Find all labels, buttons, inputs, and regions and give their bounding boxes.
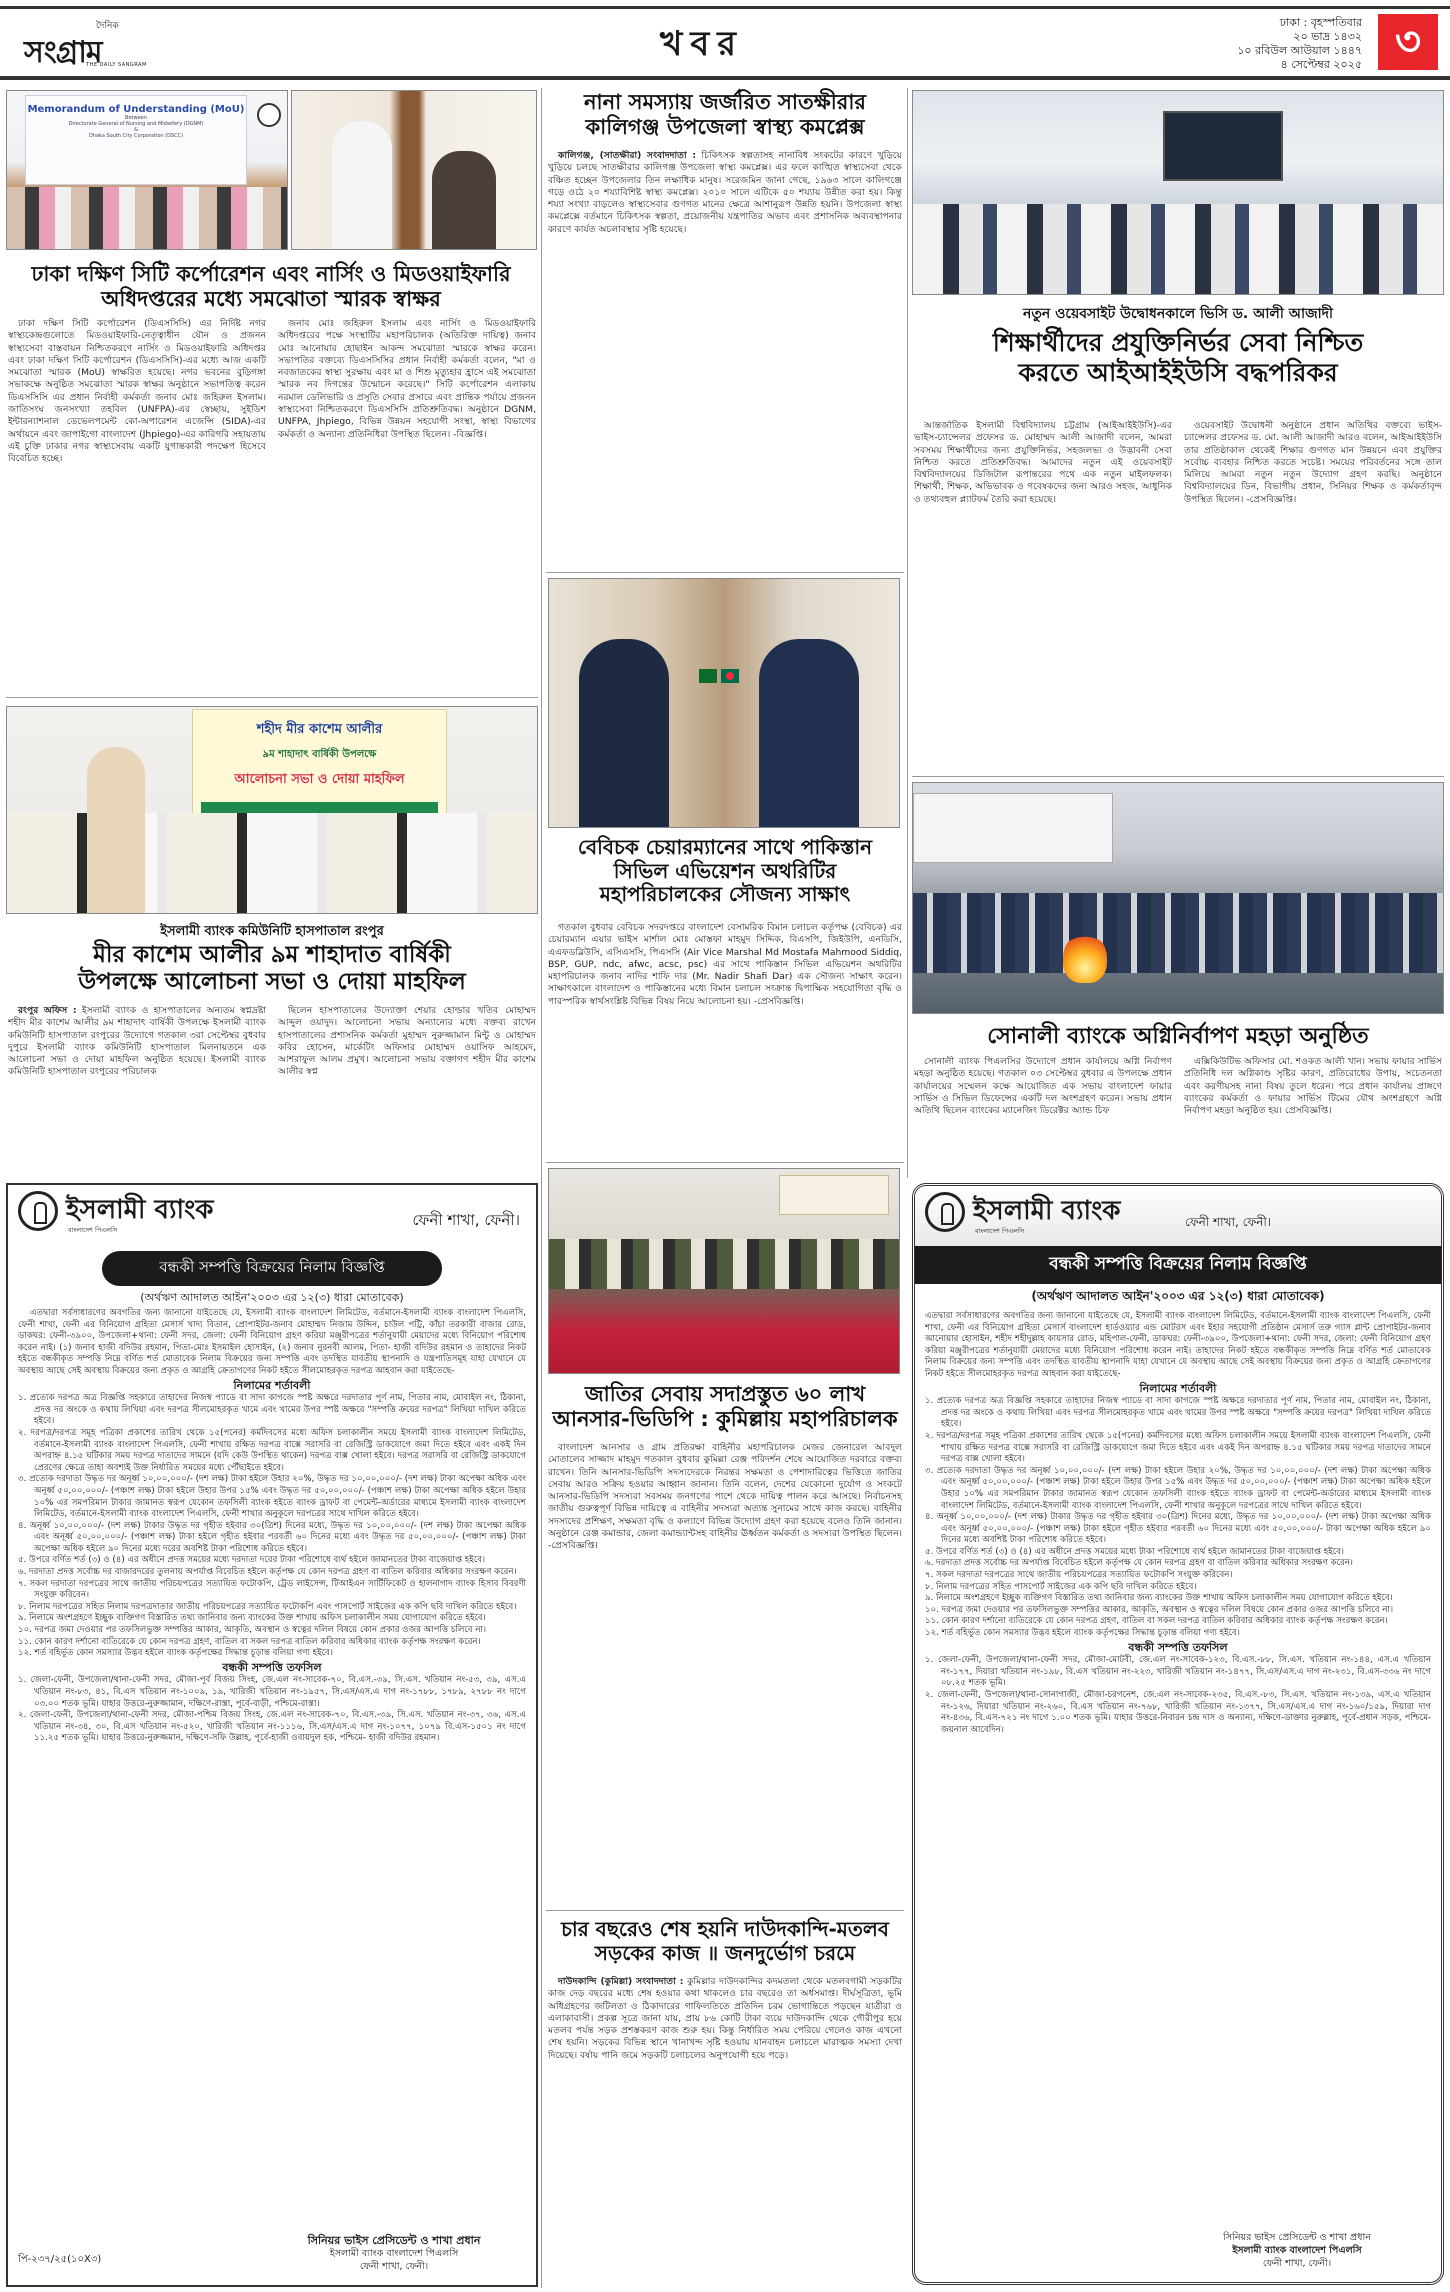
divider xyxy=(6,697,538,698)
term-item: ১১. কোন কারণ দর্শানো ব্যতিরেকে যে কোন দরপত্র গ্রহণ, বাতিল বা সকল দরপত্র বাতিল করিবার অধিকার ব্যাংক কর্তৃপক্ষ সংরক্ষণ করেন। xyxy=(925,1616,1388,1627)
daudkandi-headline-line1: চার বছরেও শেষ হয়নি দাউদকান্দি-মতলব xyxy=(561,1917,889,1941)
ad-left-law: (অর্থঋণ আদালত আইন'২০০৩ এর ১২(৩) ধারা মোতাবেক) xyxy=(140,1291,404,1304)
auction-notice-left xyxy=(6,1183,538,2287)
ad-right-schedule xyxy=(925,1655,1431,1736)
ad-right-schedule-title: বন্ধকী সম্পত্তি তফসিল xyxy=(1128,1640,1228,1654)
ad-left-schedule-title: বন্ধকী সম্পত্তি তফসিল xyxy=(222,1660,322,1674)
audience-rows xyxy=(549,1239,900,1289)
daudkandi-headline xyxy=(546,1918,904,1965)
ad-right-bank-name: ইসলামী ব্যাংক xyxy=(973,1196,1121,1226)
mou-screen-title: Memorandum of Understanding (MoU) xyxy=(27,104,245,115)
logo-english: THE DAILY SANGRAM xyxy=(86,62,147,68)
ad-right-signature xyxy=(1177,2231,1417,2270)
ad-right-body xyxy=(915,1311,1441,1736)
sonali-body-col2: এক্সিকিউটিভ অফিসার মো. শওকত আলী খান। সভায় ফায়ার সার্ভিস প্রতিনিধি দল অগ্নিকাণ্ড সৃষ্টির কারণ, প্রতিরোধের উপায়, সচেতনতা এবং করণীয়সহ নানা বিষয় তুলে ধরেন। পরে প্রধান কার্যালয় প্রাঙ্গণে ব্যাংকের কর্মকর্তা ও ফায়ার সার্ভিস টিমের যৌথ অংশগ্রহণে অগ্নি নির্বাপণ মহড়া অনুষ্ঠিত হয়। প্রেসবিজ্ঞপ্তি। xyxy=(1184,1056,1442,1117)
iiuc-body xyxy=(914,420,1442,774)
sonali-headline: সোনালী ব্যাংকে অগ্নিনির্বাপণ মহড়া অনুষ্ঠিত xyxy=(987,1024,1369,1049)
ad-left-bank-name: ইসলামী ব্যাংক xyxy=(66,1195,214,1225)
mou-screen-line3: & xyxy=(134,127,138,133)
term-item: ১. প্রত্যেক দরপত্র অত্র বিজ্ঞপ্তি সহকারে তাহাদের নিজস্ব প্যাডে বা সাদা কাগজে স্পষ্ট অক্ষরে দরদাতার পূর্ণ নাম, পিতার নাম, মোবাইল নং, ঠিকানা, প্রদত্ত দর অংকে ও কথায় লিখিয়া এবং দরপত্র সীলমোহরকৃত খামে এবং খামের উপর স্পষ্ট অক্ষরে "সম্পত্তি ক্রয়ের দরপত্র" লিখিয়া দাখিল করিতে হইবে। xyxy=(925,1396,1431,1430)
term-item: ৫. উপরে বর্ণিত শর্ত (৩) ও (৪) এর অধীনে প্রদত্ত সময়ের মধ্যে দরদাতা দরের টাকা পরিশোধে ব্যর্থ হইলে জামানতের টাকা বাজেয়াপ্ত হইবে। xyxy=(18,1555,486,1566)
ad-right-law: (অর্থঋণ আদালত আইন'২০০৩ এর ১২(৩) ধারা মোতাবেক) xyxy=(1031,1289,1325,1303)
ad-right-sig-org: ইসলামী ব্যাংক বাংলাদেশ পিএলসি xyxy=(1232,2245,1362,2256)
iiuc-headline xyxy=(912,328,1444,387)
date-hijri: ১০ রবিউল আউয়াল ১৪৪৭ xyxy=(1237,44,1362,57)
newspaper-logo[interactable] xyxy=(24,18,174,70)
ad-right-branch: ফেনী শাখা, ফেনী। xyxy=(1185,1215,1272,1229)
ad-left-title: বন্ধকী সম্পত্তি বিক্রয়ের নিলাম বিজ্ঞপ্তি xyxy=(102,1251,442,1286)
attendees xyxy=(913,204,1444,294)
banner-line3: আলোচনা সভা ও দোয়া মাহফিল xyxy=(234,772,405,787)
speaker-standing xyxy=(87,747,145,914)
bebichok-meeting-photo xyxy=(548,578,900,828)
mou-screen xyxy=(25,95,247,185)
rangpur-body-col1: রংপুর অফিস : ইসলামী ব্যাংক ও হাসপাতালের অন্যতম স্বপ্নদ্রষ্টা শহীদ মীর কাশেম আলীর ৯ম শাহাদাৎ বার্ষিকী উপলক্ষে ইসলামী ব্যাংক কমিউনিটি হাসপাতাল রংপুরের উদ্যোগে গতকাল ৩রা সেপ্টেম্বর বুধবার দুপুরে ইসলামী ব্যাংক কমিউনিটি হাসপাতাল মিলনায়তনে এক আলোচনা সভা ও দোয়া মাহফিল অনুষ্ঠিত হয়েছে। ইসলামী ব্যাংক কমিউনিটি হাসপাতাল রংপুরের পরিচালক xyxy=(8,1005,266,1078)
islami-bank-logo-icon xyxy=(925,1192,965,1232)
date-day: ঢাকা : বৃহস্পতিবার xyxy=(1279,16,1362,29)
sonali-fire-drill-photo xyxy=(912,782,1444,1014)
iiuc-headline-line2: করতে আইআইইউসি বদ্ধপরিকর xyxy=(1018,357,1338,387)
rangpur-discussion-photo xyxy=(6,706,538,914)
ad-left-bank-sub: বাংলাদেশ পিএলসি xyxy=(68,1226,118,1234)
bangladesh-flag-icon xyxy=(721,669,739,683)
ansar-meeting-photo xyxy=(548,1168,900,1374)
section-title: খবর xyxy=(660,24,744,64)
event-banner xyxy=(913,793,1113,863)
ad-left-terms xyxy=(18,1393,526,1660)
schedule-item: ২. জেলা-ফেনী, উপজেলা/থানা-ফেনী সদর, মৌজা-পশ্চিম বিজয় সিংহ, জে.এল নং-সাবেক-৭০, বি.এস.-৩৯, সি.এস. খতিয়ান নং-৩৭, ৩৬, এস.এ খতিয়ান নং-৩৪, ৩০, বি.এস খতিয়ান নং-৫২০, খারিজী খতিয়ান নং-১১১৬, সি.এস/এস.এ দাগ নং-১০৭৭, ১০৭৯ বি.এস-১৫০১ নং দাগে ১১.২৫ শতক ভূমি। যাহার উত্তরে-নুরুজ্জমান, দক্ষিণে-সফি উল্লাহ, পূর্বে-হাজী ওবায়দুল হক, পশ্চিমে- হাজী বদিউর রহমান। xyxy=(18,1710,526,1744)
ad-left-intro: এতদ্বারা সর্বসাধারণের অবগতির জন্য জানানো যাইতেছে যে, ইসলামী ব্যাংক বাংলাদেশ লিমিটেড, বর্তমানে-ইসলামী ব্যাংক বাংলাদেশ পিএলসি, ফেনী শাখা, ফেনী এর বিনিয়োগ গ্রহিতা মেসার্স খাদ্য বিতান, প্রোপাইটর-জনাব মোহাম্মদ নিজাম উদ্দিন, চাউল পট্টি, কাঁচা তরকারী বাজার রোড, ডাকঘর: ফেনী-৩৯০০, উপজেলা+থানা: ফেনী সদর, জেলা: ফেনী বিনিয়োগ গ্রহণ করিয়া মঞ্জুরীপত্রের শর্তানুযায়ী মেয়াদের মধ্যে বিনিয়োগ পরিশোধ করেন নাই। (১) জনাব হাজী বদিউর রহমান, পিতা-মোঃ ইসমাইল হোসাইন, (২) জনাব নুরনবী আলম, পিতা- হাজী বদিউর রহমান ও তাহাদের নিকট হইতে বন্ধকীকৃত সম্পত্তি নিম্নে বর্ণিত শর্ত মোতাবেক নিলাম বিক্রয়ের জন্য সম্পত্তি এবং তদস্থিত যাবতীয় স্থাপনাদি ও যন্ত্রপাতিসমূহ যাহা যেখানে যে অবস্থায় আছে সেই অবস্থায় বিক্রয়ের জন্য প্রকৃত ও আগ্রহি ক্রেতাগণের নিকট হইতে সীলমোহরকৃত দরপত্র আহবান করা যাইতেছে- xyxy=(18,1308,526,1376)
dscc-headline xyxy=(6,262,536,312)
ad-left-sig-title: সিনিয়র ভাইস প্রেসিডেন্ট ও শাখা প্রধান xyxy=(307,2234,481,2247)
divider xyxy=(546,572,904,573)
iiuc-body-col1: আন্তর্জাতিক ইসলামী বিশ্ববিদ্যালয় চট্টগ্রাম (আইআইইউসি)-এর ভাইস-চ্যান্সেলর প্রফেসর ড. মোহাম্মদ আলী আজাদী বলেন, আমরা সবসময় শিক্ষার্থীদের জন্য প্রযুক্তিনির্ভর, সহজলভ্য ও উদ্ভাবনী সেবা নিশ্চিত করতে প্রতিশ্রুতিবদ্ধ। আমাদের নতুন এই ওয়েবসাইট বিশ্ববিদ্যালয়ের ডিজিটাল রূপান্তরের পথে এক নতুন মাইলফলক। শিক্ষার্থী, শিক্ষক, অভিভাবক ও গবেষকদের জন্য আরও সহজ, আধুনিক ও তথ্যবহুল প্ল্যাটফর্ম তৈরি করা হয়েছে। xyxy=(914,420,1172,505)
term-item: ৮. নিলাম দরপত্রের সহিত নিলাম দরপত্রদাতার জাতীয় পরিচয়পত্রের সত্যায়িত ফটোকপি এবং পাসপোর্ট সাইজের এক কপি ছবি দাখিল করিতে হইবে। xyxy=(18,1601,517,1612)
islami-bank-logo-icon xyxy=(18,1191,58,1231)
divider xyxy=(912,776,1444,777)
satkhira-dateline: কালিগঞ্জ, (সাতক্ষীরা) সংবাদদাতা : xyxy=(558,150,697,161)
masthead-top-rule xyxy=(0,6,1450,9)
term-item: ৬. দরদাতা প্রদত্ত সর্বোচ্চ দর অপর্যাপ্ত বিবেচিত হইলে কর্তৃপক্ষ যে কোন দরপত্র গ্রহণ বা বাতিল করিবার অধিকার সংরক্ষণ করেন। xyxy=(925,1558,1353,1569)
column-divider xyxy=(541,88,542,2288)
mou-screen-line2: Directorate General of Nursing and Midwifery (DGNM) xyxy=(68,121,204,127)
banner-line2: ৯ম শাহাদাৎ বার্ষিকী উপলক্ষে xyxy=(262,749,377,760)
ad-left-branch: ফেনী শাখা, ফেনী। xyxy=(412,1211,520,1229)
ad-right-terms-title: নিলামের শর্তাবলী xyxy=(1139,1381,1217,1395)
term-item: ৭. সকল দরদাতা দরপত্রের সাথে জাতীয় পরিচয়পত্রের সত্যায়িত ফটোকপি সংযুক্ত করিবেন। xyxy=(925,1570,1233,1581)
ad-left-signature xyxy=(274,2234,514,2273)
ad-left-body xyxy=(8,1308,536,1745)
display-screen xyxy=(1163,111,1283,181)
dateline-block xyxy=(1237,16,1362,72)
term-item: ২. দরপত্র/দরপত্র সমূহ পত্রিকা প্রকাশের তারিখ থেকে ১৫(পনের) কর্মদিবসের মধ্যে অফিস চলাকালীন সময়ে ইসলামী ব্যাংক বাংলাদেশ লিমিটেড, বর্তমানে-ইসলামী ব্যাংক বাংলাদেশ পিএলসি, ফেনী শাখায় রক্ষিত দরপত্র বাক্সে সরাসরি বা রেজিস্ট্রি ডাকযোগে জমা দিতে হইবে এবং একই দিন অপরাহ্ন ৪.১৫ ঘটিকার সময় দরপত্র দাতাদের সামনে (যদি কেউ উপস্থিত থাকেন) দরপত্র বাক্স খোলা হইবে। দরপত্র সরাসরি বা রেজিস্ট্রি ডাকযোগে প্রেরণের ক্ষেত্রে তাহা অবশ্যই উক্ত নির্ধারিত সময়ের মধ্যে পৌঁছাইতে হইবে। xyxy=(18,1427,526,1473)
auction-notice-right xyxy=(912,1183,1444,2285)
person-white-shirt xyxy=(332,121,392,250)
term-item: ৫. উপরে বর্ণিত শর্ত (৩) ও (৪) এর অধীনে প্রদত্ত সময়ের মধ্যে টাকা পরিশোধে ব্যর্থ হইলে জামানতের টাকা বাজেয়াপ্ত হইবে। xyxy=(925,1546,1344,1557)
ad-left-schedule xyxy=(18,1675,526,1745)
iiuc-kicker: নতুন ওয়েবসাইট উদ্বোধনকালে ভিসি ড. আলী আজাদী xyxy=(1022,306,1334,322)
term-item: ১১. কোন কারণ দর্শানো ব্যতিরেকে যে কোন দরপত্র গ্রহণ, বাতিল বা সকল দরপত্র বাতিল করিবার অধিকার ব্যাংক কর্তৃপক্ষ সংরক্ষণ করেন। xyxy=(18,1636,481,1647)
ad-right-header xyxy=(915,1186,1441,1246)
ansar-headline-line2: আনসার-ভিডিপি : কুমিল্লায় মহাপরিচালক xyxy=(552,1406,898,1431)
column-divider xyxy=(907,88,908,1178)
ansar-headline-line1: জাতির সেবায় সদাপ্রস্তুত ৬০ লাখ xyxy=(584,1382,866,1406)
bebichok-headline-line1: বেবিচক চেয়ারম্যানের সাথে পাকিস্তান xyxy=(577,835,873,859)
sonali-body xyxy=(914,1056,1442,1168)
term-item: ৭. সকল দরদাতা দরপত্রের সাথে জাতীয় পরিচয়পত্রের সত্যায়িত ফটোকপি, ট্রেড লাইসেন্স, টিআইএন সার্টিফিকেট ও হালনাগাদ ব্যাংক হিসাব বিবরণী সংযুক্ত করিবেন। xyxy=(18,1578,526,1601)
rangpur-headline xyxy=(6,942,538,996)
masthead-bottom-rule xyxy=(0,76,1450,80)
ad-left-terms-title: নিলামের শর্তাবলী xyxy=(233,1378,311,1392)
dscc-body-col2: জনাব মোঃ জহিরুল ইসলাম এবং নার্সিং ও মিডওয়াইফারি অধিদপ্তরের পক্ষে সংস্থাটির মহাপরিচালক (অতিরিক্ত দায়িত্ব) জনাব মোঃ আনোয়ার হোছাইন আকন্দ সমঝোতা স্মারকে স্বাক্ষর করেন। সভাপতির বক্তব্যে ডিএসসিসির প্রধান নির্বাহী কর্মকর্তা বলেন, "মা ও নবজাতকের স্বাস্থ্য সুরক্ষায় এবং মা ও শিশু মৃত্যুহার হ্রাসে এই সমঝোতা স্মারক নব দিগন্তের উন্মোচন করেছে।" সিটি কর্পোরেশন এলাকায় নরমাল ডেলিভারি ও প্রসূতি সেবার প্রসারে এবং প্রান্তিক পর্যায়ে প্রজনন স্বাস্থ্যসেবা নিশ্চিতকরণে ডিএসসিসি প্রতিশ্রুতিবদ্ধ। অনুষ্ঠানে DGNM, UNFPA, Jhpiego, বিভিন্ন উন্নয়ন সহযোগী সংস্থা, স্বাস্থ্য বিভাগের কর্মকর্তা ও অন্যান্য প্রতিনিধিরা উপস্থিত ছিলেন। -বিজ্ঞপ্তি। xyxy=(278,318,536,440)
masthead xyxy=(0,0,1450,84)
ad-left-sig-branch: ফেনী শাখা, ফেনী। xyxy=(359,2261,429,2272)
ad-right-sig-title: সিনিয়র ভাইস প্রেসিডেন্ট ও শাখা প্রধান xyxy=(1223,2232,1371,2243)
term-item: ১০. দরপত্র জমা দেওয়ার পর তফসিলভুক্ত সম্পত্তির আকার, আকৃতি, অবস্থান ও স্বত্বের দলিল বিষয়ে কোন প্রকার ওজর আপত্তি চলিবে না। xyxy=(925,1604,1394,1615)
rangpur-headline-line1: মীর কাশেম আলীর ৯ম শাহাদাত বার্ষিকী xyxy=(93,942,451,968)
staff-lineup xyxy=(913,893,1444,973)
satkhira-headline xyxy=(546,90,904,140)
term-item: ৩. প্রত্যেক দরদাতা উদ্ধৃত দর অনূর্ধ্ব ১০,০০,০০০/- (দশ লক্ষ) টাকা হইলে উহার ২০%, উদ্ধৃত দর ১০,০০,০০০/- (দশ লক্ষ) টাকা অপেক্ষা অধিক এবং অনূর্ধ্ব ৫০,০০,০০০/- (পঞ্চাশ লক্ষ) টাকা হইলে উহার উপর ১৫% এবং উদ্ধৃত দর ৫০,০০,০০০/- (পঞ্চাশ লক্ষ) টাকা অপেক্ষা অধিক হইলে উহার ১০% এর সমপরিমান টাকার জামানত স্বরূপ যেকোন তফসিলী ব্যাংক হইতে ব্যাংক ড্রাফট বা পেমেন্ট-অর্ডারের মাধ্যমে ইসলামী ব্যাংক বাংলাদেশ লিমিটেড, বর্তমানে-ইসলামী ব্যাংক বাংলাদেশ পিএলসি, ফেনী শাখার অনুকূলে দরপত্রের সাথে দাখিল করিতে হইবে। xyxy=(925,1465,1431,1511)
satkhira-headline-line2: কালিগঞ্জ উপজেলা স্বাস্থ্য কমপ্লেক্স xyxy=(585,114,865,139)
schedule-item: ১. জেলা-ফেনী, উপজেলা/থানা-ফেনী সদর, মৌজা-মোটবী, জে.এল নং-সাবেক-১২৩, বি.এস.-৮৮, সি.এস. খতিয়ান নং-১৪৪, এস.এ খতিয়ান নং-১৭৭, দিয়ারা খতিয়ান নং-১৯৮, বি.এস খতিয়ান নং-২২৩, খারিজী খতিয়ান নং-১৪৭৭, সি.এস/এস.এ দাগ নং-২৩১, বি.এস-৩৩৬ নং দাগে ০৮.২৫ শতক ভূমি। xyxy=(925,1655,1431,1689)
person-blue-suit-right xyxy=(759,639,859,828)
schedule-item: ১. জেলা-ফেনী, উপজেলা/থানা-ফেনী সদর, মৌজা-পূর্ব বিজয় সিংহ, জে.এল নং-সাবেক-৭০, বি.এস.-৩৯, সি.এস. খতিয়ান নং-৫৩, ৩৯, এস.এ খতিয়ান নং-৮৩, ৪১, বি.এস খতিয়ান নং-১০০৯, ১৯, খারিজী খতিয়ান নং-১৯৫৭, সি.এস/এস.এ দাগ নং-১৭৮৮, ১৭৮৯, ২৭৮৮ নং দাগে ০৩.০০ শতক ভূমি। যাহার উত্তরে-নুরুজ্জামান, দক্ষিণে-রাস্তা, পূর্বে-বাড়ী, পশ্চিমে-রাস্তা। xyxy=(18,1675,526,1709)
bebichok-headline xyxy=(546,836,904,907)
rangpur-banner xyxy=(192,709,447,821)
ad-left-header xyxy=(8,1185,536,1249)
ansar-body: বাংলাদেশ আনসার ও গ্রাম প্রতিরক্ষা বাহিনীর মহাপরিচালক মেজর জেনারেল আবদুল মোতালেব সাজ্জাদ মাহমুদ গতকাল বুধবার কুমিল্লা রেঞ্জ পরিদর্শন শেষে আয়োজিত দরবারে বক্তব্য রাখেন। তিনি আনসার-ভিডিপি সদস্যদেরকে নিরন্তর সক্ষমতা ও পেশাদারিত্বের ভিত্তিতে জাতির সেবায় আরও সক্রিয় হওয়ার আহ্বান জানান। তিনি বলেন, দেশের যেকোনো দুর্যোগ ও সংকটে আনসার-ভিডিপি সদস্যরা সবসময় জনগণের পাশে থেকে দায়িত্ব পালন করে আসছে। নির্বাচনসহ জাতীয় গুরুত্বপূর্ণ বিভিন্ন দায়িত্বে এ বাহিনীর সদস্যরা অত্যন্ত সুনামের সাথে কাজ করছে। বাহিনীর সদস্যদের প্রশিক্ষণ, সক্ষমতা বৃদ্ধি ও কল্যাণে বিভিন্ন উদ্যোগ গ্রহণ করা হয়েছে বলেও তিনি জানান। অনুষ্ঠানে রেঞ্জ কমান্ডার, জেলা কমান্ড্যান্টসহ বাহিনীর ঊর্ধ্বতন কর্মকর্তা ও সদস্যরা উপস্থিত ছিলেন। -প্রেসবিজ্ঞপ্তি। xyxy=(548,1442,902,1552)
term-item: ৯. নিলামে অংশগ্রহণে ইচ্ছুক ব্যক্তিগণ বিস্তারিত তথ্য জানিবার জন্য ব্যাংকের উক্ত শাখায় অফিস চলাকালীন সময় যোগাযোগ করিতে হইবে। xyxy=(18,1613,486,1624)
bebichok-headline-line3: মহাপরিচালকের সৌজন্য সাক্ষাৎ xyxy=(599,882,851,907)
rangpur-body xyxy=(8,1005,536,1167)
stage-banner xyxy=(779,1175,889,1215)
mou-group-photo xyxy=(6,90,288,250)
dscc-headline-line1: ঢাকা দক্ষিণ সিটি কর্পোরেশন এবং নার্সিং ও মিডওয়াইফারি xyxy=(31,262,511,286)
term-item: ১০. দরপত্র জমা দেওয়ার পর তফসিলভুক্ত সম্পত্তির আকার, আকৃতি, অবস্থান ও স্বত্বের দলিল বিষয়ে কোন প্রকার ওজর আপত্তি চলিবে না। xyxy=(18,1625,487,1636)
daudkandi-dateline: দাউদকান্দি (কুমিল্লা) সংবাদদাতা : xyxy=(558,1976,684,1987)
term-item: ১. প্রত্যেক দরপত্র অত্র বিজ্ঞপ্তি সহকারে তাহাদের নিজস্ব প্যাডে বা সাদা কাগজে স্পষ্ট অক্ষরে দরদাতার পূর্ণ নাম, পিতার নাম, মোবাইল নং, ঠিকানা, প্রদত্ত দর অংকে ও কথায় লিখিয়া এবং দরপত্র সীলমোহরকৃত খামে এবং খামের উপর স্পষ্ট অক্ষরে "সম্পত্তি ক্রয়ের দরপত্র" লিখিয়া দাখিল করিতে হইবে। xyxy=(18,1393,526,1427)
ad-left-code: পি-২৩৭/২৫(১০X৩) xyxy=(18,2254,102,2265)
rangpur-body-col2: ছিলেন হাসপাতালের উদ্যোক্তা শেয়ার হোল্ডার খতিব মোহাম্মদ আব্দুল ওয়াদুদ। আলোচনা সভায় অন্যান্যের মধ্যে বক্তব্য রাখেন হাসপাতালের প্রশাসনিক কর্মকর্তা মুহাম্মদ নুরুজ্জামান মিন্টু ও মোহাম্মদ কবির হোসেন, মার্কেটিং অফিসার মোহাম্মদ ওয়াসিফ আহমেদ, আশরাফুল আলম প্রমুখ। আলোচনা সভায় বক্তাগণ শহীদ মীর কাশেম আলীর স্বপ্ন xyxy=(278,1005,536,1078)
term-item: ৪. অনূর্ধ্ব ১০,০০,০০০/- (দশ লক্ষ) টাকার উদ্ধৃত দর গৃহীত হইবার ৩০(ত্রিশ) দিনের মধ্যে, উদ্ধৃত দর ১০,০০,০০০/- (দশ লক্ষ) টাকা অপেক্ষা অধিক এবং অনূর্ধ্ব ৫০,০০,০০০/- (পঞ্চাশ লক্ষ) টাকা হইলে গৃহীত হইবার পরবর্তী ৬০ দিনের মধ্যে এবং উদ্ধৃত দর ৫০,০০,০০০/- (পঞ্চাশ লক্ষ) টাকা অপেক্ষা অধিক হইলে ৯০ দিনের মধ্যে দরের অবশিষ্ট টাকা পরিশোধ করিতে হইবে। xyxy=(18,1520,526,1554)
iiuc-headline-line1: শিক্ষার্থীদের প্রযুক্তিনির্ভর সেবা নিশ্চিত xyxy=(992,328,1364,357)
logo-name: সংগ্রাম xyxy=(24,35,102,70)
ad-right-sig-branch: ফেনী শাখা, ফেনী। xyxy=(1262,2258,1332,2269)
logo-small-text: দৈনিক xyxy=(96,21,119,31)
term-item: ১২. শর্ত বহির্ভূত কোন সমস্যার উদ্ভব হইলে ব্যাংক কর্তৃপক্ষের সিদ্ধান্ত চূড়ান্ত বলিয়া গণ্য হইবে। xyxy=(925,1628,1240,1639)
sonali-body-col1: সোনালী ব্যাংক পিএলসির উদ্যোগে প্রধান কার্যালয়ে অগ্নি নির্বাপণ মহড়া অনুষ্ঠিত হয়েছে। গতকাল ০৩ সেপ্টেম্বর বুধবার এ উপলক্ষে প্রধান কার্যালয়ের সম্মেলন কক্ষে আয়োজিত এক সভায় বাংলাদেশ ফায়ার সার্ভিস ও সিভিল ডিফেন্সের একটি দল অংশগ্রহণ করেন। সভায় প্রধান অতিথি ছিলেন ব্যাংকের ম্যানেজিং ডিরেক্টর অ্যান্ড চিফ xyxy=(914,1056,1172,1117)
term-item: ৮. নিলাম দরপত্রের সহিত পাসপোর্ট সাইজের এক কপি ছবি দাখিল করিতে হইবে। xyxy=(925,1581,1197,1592)
iiuc-body-col2: ওয়েবসাইট উদ্বোধনী অনুষ্ঠানে প্রধান অতিথির বক্তব্যে ভাইস-চ্যান্সেলর প্রফেসর ড. মো. আলী আজাদী আরও বলেন, আইআইইউসি তার প্রতিষ্ঠাকাল থেকেই শিক্ষার গুণগত মান উন্নয়নে এবং প্রযুক্তির সর্বোচ্চ ব্যবহার নিশ্চিত করতে সচেষ্ট। সময়ের পরিবর্তনের সঙ্গে তাল মিলিয়ে আমরা নতুন নতুন উদ্যোগ গ্রহণ করছি। অনুষ্ঠানে বিশ্ববিদ্যালয়ের ডিন, বিভাগীয় প্রধান, সিনিয়র শিক্ষক ও কর্মকর্তাবৃন্দ উপস্থিত ছিলেন। -প্রেসবিজ্ঞপ্তি। xyxy=(1184,420,1442,505)
daudkandi-headline-line2: সড়কের কাজ ॥ জনদুর্ভোগ চরমে xyxy=(594,1940,856,1965)
mou-group-people xyxy=(7,187,288,249)
date-bangla: ২০ ভাদ্র ১৪৩২ xyxy=(1293,30,1362,43)
person-dark-suit xyxy=(432,151,496,250)
ad-right-terms xyxy=(925,1396,1431,1639)
ad-right-title: বন্ধকী সম্পত্তি বিক্রয়ের নিলাম বিজ্ঞপ্তি xyxy=(915,1246,1441,1284)
date-gregorian: ৪ সেপ্টেম্বর ২০২৫ xyxy=(1280,58,1362,71)
person-blue-suit-left xyxy=(579,639,669,828)
term-item: ৪. অনূর্ধ্ব ১০,০০,০০০/- (দশ লক্ষ) টাকার উদ্ধৃত দর গৃহীত হইবার ৩০(ত্রিশ) দিনের মধ্যে, উদ্ধৃত দর ১০,০০,০০০/- (দশ লক্ষ) টাকা অপেক্ষা অধিক এবং অনূর্ধ্ব ৫০,০০,০০০/- (পঞ্চাশ লক্ষ) টাকা হইলে গৃহীত হইবার পরবর্তী ৬০ দিনের মধ্যে এবং ৫০,০০,০০০/- টাকা অপেক্ষা অধিক হইলে ৯০ দিনের মধ্যে অবশিষ্ট টাকা পরিশোধ করিতে হইবে। xyxy=(925,1512,1431,1546)
ad-left-sig-org: ইসলামী ব্যাংক বাংলাদেশ পিএলসি xyxy=(329,2248,459,2259)
mou-screen-line4: Dhaka South City Corporation (DSCC) xyxy=(88,133,184,139)
divider xyxy=(546,1162,904,1163)
rangpur-dateline: রংপুর অফিস : xyxy=(18,1005,77,1016)
ansar-headline xyxy=(546,1382,904,1432)
page-number-badge: ৩ xyxy=(1378,14,1438,70)
fire-flame-icon xyxy=(1063,933,1107,983)
dscc-body-col1: ঢাকা দক্ষিণ সিটি কর্পোরেশন (ডিএসসিসি) এর নির্দিষ্ট নগর স্বাস্থ্যকেন্দ্রগুলোতে মিডওয়াইফারি-নেতৃত্বাধীন যৌন ও প্রজনন স্বাস্থ্যসেবা বাস্তবায়ন নিশ্চিতকরণে নার্সিং ও মিডওয়াইফারি অধিদপ্তর এবং ঢাকা দক্ষিণ সিটি কর্পোরেশন (ডিএসসিসি)-এর মধ্যে আজ একটি সমঝোতা স্মারক (MoU) স্বাক্ষরিত হয়েছে। নগর ভবনের বুড়িগঙ্গা সভাকক্ষে অনুষ্ঠিত সমঝোতা স্মারক স্বাক্ষর অনুষ্ঠানে সভাপতিত্ব করেন ডিএসসিসি এর প্রধান নির্বাহী কর্মকর্তা জনাব মোঃ জহিরুল ইসলাম। জাতিসংঘ জনসংখ্যা তহবিল (UNFPA)-এর স্বেচ্ছায়, সুইডিশ ইন্টারন্যাশনাল ডেভেলপমেন্ট কো-অপারেশন এজেন্সি (SIDA)-এর অর্থায়নে এবং জাপাইগো বাংলাদেশ (Jhpiego)-এর কারিগরি সহায়তায় এই চুক্তি ঢাকার নগর স্বাস্থ্যসেবায় একটি যুগান্তকারী পদক্ষেপ হিসেবে বিবেচিত হচ্ছে। xyxy=(8,318,266,465)
term-item: ৯. নিলামে অংশগ্রহণে ইচ্ছুক ব্যক্তিগণ বিস্তারিত তথ্য জানিবার জন্য ব্যাংকের উক্ত শাখায় অফিস চলাকালীন সময় যোগাযোগ করিতে হইবে। xyxy=(925,1593,1393,1604)
mou-exchange-photo xyxy=(291,90,537,250)
term-item: ৩. প্রত্যেক দরদাতা উদ্ধৃত দর অনূর্ধ্ব ১০,০০,০০০/- (দশ লক্ষ) টাকা হইলে উহার ২০%, উদ্ধৃত দর ১০,০০,০০০/- (দশ লক্ষ) টাকা অপেক্ষা অধিক এবং অনূর্ধ্ব ৫০,০০,০০০/- (পঞ্চাশ লক্ষ) টাকা হইলে উহার উপর ১৫% এবং উদ্ধৃত দর ৫০,০০,০০০/- (পঞ্চাশ লক্ষ) টাকা অপেক্ষা অধিক হইলে উহার ১০% এর সমপরিমান টাকার জামানত স্বরূপ যেকোন তফসিলী ব্যাংক হইতে ব্যাংক ড্রাফট বা পেমেন্ট-অর্ডারের মাধ্যমে ইসলামী ব্যাংক বাংলাদেশ লিমিটেড, বর্তমানে-ইসলামী ব্যাংক বাংলাদেশ পিএলসি, ফেনী শাখার অনুকূলে দরপত্রের সাথে দাখিল করিতে হইবে। xyxy=(18,1474,526,1520)
daudkandi-body: দাউদকান্দি (কুমিল্লা) সংবাদদাতা : কুমিল্লার দাউদকান্দির কদমতলা থেকে মতলবগামী সড়কটির কাজ দেড় বছরের মধ্যে শেষ হওয়ার কথা থাকলেও চার বছরেও তা অর্ধসমাপ্ত। দীর্ঘসূত্রিতা, ভূমি অধিগ্রহণের জটিলতা ও ঠিকাদারের গাফিলতিতে প্রতিদিন চরম ভোগান্তিতে পড়ছেন যাত্রীরা ও এলাকাবাসী। প্রকল্প সূত্রে জানা যায়, প্রায় ৮৬ কোটি টাকা ব্যয়ে দাউদকান্দি থেকে গৌরীপুর হয়ে মতলব পর্যন্ত সড়ক প্রশস্তকরণ কাজ শুরু হয়। কিন্তু নির্ধারিত সময় পেরিয়ে গেলেও কাজ এখনো শেষ হয়নি। সড়কের বিভিন্ন স্থানে খানাখন্দ সৃষ্টি হওয়ায় যানবাহন চলাচলে মারাত্মক সমস্যা দেখা দিয়েছে। বর্ষায় পানি জমে সড়কটি চলাচলের অনুপযোগী হয়ে পড়ে। xyxy=(548,1976,902,2061)
iiuc-website-launch-photo xyxy=(912,90,1444,295)
bebichok-headline-line2: সিভিল এভিয়েশন অথরিটির xyxy=(613,858,837,883)
satkhira-body: কালিগঞ্জ, (সাতক্ষীরা) সংবাদদাতা : চিকিৎসক স্বল্পতাসহ নানাবিধ সংকটের কারণে খুড়িয়ে খুড়িয়ে চলছে সাতক্ষীরার কালিগঞ্জ উপজেলা স্বাস্থ্য কমপ্লেক্স। এর ফলে কাঙ্খিত স্বাস্থ্যসেবা থেকে বঞ্চিত হচ্ছেন উপজেলার তিন লক্ষাধিক মানুষ। সরেজমিন জানা গেছে, ১৯৬৩ সালে কালিগঞ্জে গড়ে ওঠে ২০ শয্যাবিশিষ্ট স্বাস্থ্য কমপ্লেক্স। ২০১০ সালে এটিকে ৫০ শয্যায় উন্নীত করা হয়। কিন্তু শয্যা সংখ্যা বাড়লেও স্বাস্থ্যসেবার গুণগত মানের ক্ষেত্রে আশানুরূপ উন্নতি হয়নি। উপজেলা স্বাস্থ্য কমপ্লেক্সে বর্তমানে চিকিৎসক স্বল্পতা, প্রয়োজনীয় যন্ত্রপাতির অভাব এবং প্রশাসনিক অব্যবস্থাপনার কারণে কার্যত অচলাবস্থার সৃষ্টি হয়েছে। xyxy=(548,150,902,235)
mou-screen-line1: Between xyxy=(125,115,147,121)
divider xyxy=(546,1910,904,1911)
satkhira-headline-line1: নানা সমস্যায় জর্জরিত সাতক্ষীরার xyxy=(584,90,866,114)
ad-right-bank-sub: বাংলাদেশ পিএলসি xyxy=(975,1227,1025,1235)
schedule-item: ২. জেলা-ফেনী, উপজেলা/থানা-সোনাগাজী, মৌজা-চরগনেশ, জে.এল নং-সাবেক-২৩৫, বি.এস.-৮৩, সি.এস. খতিয়ান নং-১৩৯, এস.এ খতিয়ান নং-১২৬, দিয়ারা খতিয়ান নং-২৬০, বি.এস খতিয়ান নং-৭৬৮, খারিজী খতিয়ান নং-১৩৭৭, সি.এস/এস.এ দাগ নং-১৬০/১৫৯, দিয়ারা দাগ নং-৪৩৬, বি.এস-৭২১ নং দাগে ১.০০ শতক ভূমি। যাহার উত্তরে-নিবারন চন্দ্র দাস ও অন্যান্য, দক্ষিণে-ডাক্তার নুরুল্লাহ, পূর্বে-প্রধান সড়ক, পশ্চিমে- জয়নাল আবেদিন। xyxy=(925,1690,1431,1735)
dscc-body xyxy=(8,318,536,690)
ad-right-intro: এতদ্বারা সর্বসাধারণের অবগতির জন্য জানানো যাইতেছে যে, ইসলামী ব্যাংক বাংলাদেশ লিমিটেড, বর্তমানে-ইসলামী ব্যাংক বাংলাদেশ পিএলসি, ফেনী শাখা, ফেনী এর বিনিয়োগ গ্রহিতা মেসার্স বাংলাদেশ হার্ডওয়্যার এন্ড মোটরস এবং ইহার সহযোগী প্রতিষ্ঠান মেসার্স তরু গ্যাস প্লান্ট প্রোপাইটর-জনাব আনোয়ার হোসাইন, শহীদ শহীদুল্লাহ কায়সার রোড, মহিপাল-ফেনী, ডাকঘর: ফেনী-৩৯০০, উপজেলা+থানা: ফেনী সদর, জেলা: ফেনী বিনিয়োগ গ্রহণ করিয়া মঞ্জুরীপত্রের শর্তানুযায়ী মেয়াদের মধ্যে বিনিয়োগ পরিশোধ করেন নাই। তাহাদের নিকট হইতে বন্ধকীকৃত সম্পত্তি নিম্নে বর্ণিত শর্ত মোতাবেক নিলাম বিক্রয়ের জন্য সম্পত্তি এবং তদস্থিত যাবতীয় স্থাপনাদি যাহা যেখানে যে অবস্থায় আছে সেই অবস্থায় বিক্রয়ের জন্য প্রকৃত ও আগ্রহি ক্রেতাগণের নিকট হইতে সীলমোহরকৃত দরপত্র আহবান করা যাইতেছে- xyxy=(925,1311,1431,1379)
rangpur-headline-line2: উপলক্ষে আলোচনা সভা ও দোয়া মাহফিল xyxy=(78,969,466,996)
dscc-headline-line2: অধিদপ্তরের মধ্যে সমঝোতা স্মারক স্বাক্ষর xyxy=(101,286,441,311)
term-item: ২. দরপত্র/দরপত্র সমূহ পত্রিকা প্রকাশের তারিখ থেকে ১৫(পনের) কর্মদিবসের মধ্যে অফিস চলাকালীন সময়ে ইসলামী ব্যাংক বাংলাদেশ পিএলসি, ফেনী শাখায় রক্ষিত দরপত্র বাক্সে সরাসরি বা রেজিস্ট্রি ডাকযোগে জমা দিতে হইবে এবং একই দিন অপরাহ্ন ৪.১৫ ঘটিকার সময় দরপত্র দাতাদের সামনে দরপত্র বাক্স খোলা হইবে। xyxy=(925,1430,1431,1465)
term-item: ১২. শর্ত বহির্ভূত কোন সমস্যার উদ্ভব হইলে ব্যাংক কর্তৃপক্ষের সিদ্ধান্ত চূড়ান্ত বলিয়া গণ্য হইবে। xyxy=(18,1648,333,1659)
term-item: ৬. দরদাতা প্রদত্ত সর্বোচ্চ দর বাজারদরের তুলনায় অপর্যাপ্ত বিবেচিত হইলে কর্তৃপক্ষ যে কোন দরপত্র গ্রহণ বা বাতিল করিবার অধিকার সংরক্ষণ করেন। xyxy=(18,1567,517,1578)
pakistan-flag-icon xyxy=(699,669,717,683)
rangpur-kicker: ইসলামী ব্যাংক কমিউনিটি হাসপাতাল রংপুর xyxy=(160,924,384,939)
banner-line1: শহীদ মীর কাশেম আলীর xyxy=(256,722,383,737)
bebichok-body: গতকাল বুধবার বেবিচক সদরদপ্তরে বাংলাদেশ বেসামরিক বিমান চলাচল কর্তৃপক্ষ (বেবিচক) এর চেয়ারম্যান এয়ার ভাইস মার্শাল মোঃ মোস্তফা মাহমুদ সিদ্দিক, বিএসপি, জিইউপি, এনডিসি, এএফডব্লিউসি, এসিএসসি, পিএসসি (Air Vice Marshal Md Mostafa Mahmood Siddiq, BSP, GUP, ndc, afwc, acsc, psc) এর সাথে পাকিস্তান সিভিল এভিয়েশন অথরিটির মহাপরিচালক জনাব নাদির শাফি দার (Mr. Nadir Shafi Dar) এক সৌজন্য সাক্ষাৎ করেন। সাক্ষাৎকালে বাংলাদেশ ও পাকিস্তানের মধ্যে বিমান চলাচল সংক্রান্ত দ্বিপাক্ষিক সহযোগিতা বৃদ্ধি ও পারস্পরিক স্বার্থসংশ্লিষ্ট বিভিন্ন বিষয় নিয়ে আলোচনা হয়। -প্রেসবিজ্ঞপ্তি। xyxy=(548,922,902,1007)
clock-icon xyxy=(257,103,281,127)
